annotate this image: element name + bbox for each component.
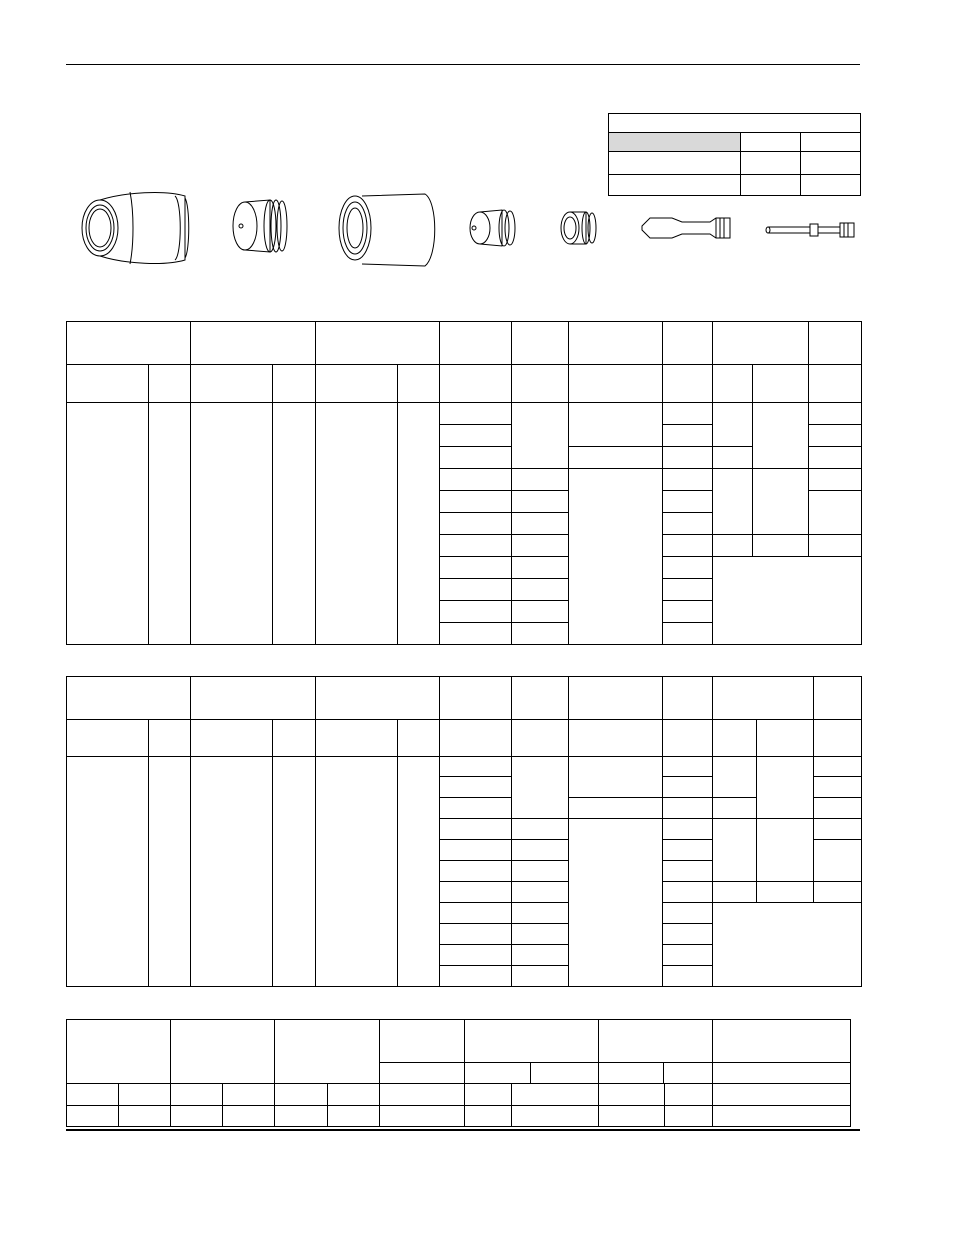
header-cell	[171, 1020, 275, 1084]
header-cell	[512, 677, 569, 720]
water-tube-icon	[766, 223, 854, 237]
bottom-table-divider	[663, 1062, 664, 1083]
table-cell	[440, 403, 512, 425]
header-cell	[713, 1020, 851, 1063]
legend-cell	[609, 152, 741, 175]
header-cell	[814, 677, 862, 720]
header-cell	[569, 322, 663, 365]
header-cell	[316, 322, 440, 365]
header-cell	[191, 677, 316, 720]
process-table-1	[66, 321, 862, 645]
header-cell	[67, 677, 191, 720]
header-cell	[465, 1020, 599, 1084]
electrode-icon	[642, 218, 730, 238]
retaining-cap-icon	[339, 194, 435, 266]
header-cell	[275, 1020, 380, 1084]
header-cell	[569, 677, 663, 720]
header-cell	[512, 322, 569, 365]
swirl-ring-icon	[561, 212, 596, 244]
bottom-table-divider	[463, 1062, 597, 1063]
legend-header-cell	[609, 133, 741, 152]
legend-title-cell	[609, 114, 861, 133]
bottom-table-divider	[597, 1062, 712, 1063]
nozzle-icon	[470, 210, 515, 246]
bottom-table-divider	[530, 1062, 531, 1083]
header-cell	[713, 677, 814, 720]
footer-rule	[66, 1129, 860, 1131]
bottom-table	[66, 1019, 851, 1127]
header-cell	[191, 322, 316, 365]
header-cell	[663, 677, 713, 720]
shield-cap-icon	[233, 200, 287, 252]
header-rule	[66, 64, 860, 65]
header-cell	[809, 322, 862, 365]
header-cell	[316, 677, 440, 720]
header-cell	[67, 322, 191, 365]
process-table-2	[66, 676, 862, 987]
header-cell	[440, 322, 512, 365]
header-cell	[713, 322, 809, 365]
shield-icon	[82, 192, 189, 264]
header-cell	[663, 322, 713, 365]
table-cell	[440, 757, 512, 777]
header-cell	[599, 1020, 713, 1084]
header-cell	[440, 677, 512, 720]
header-cell	[380, 1020, 465, 1063]
header-cell	[67, 1020, 171, 1084]
consumable-parts-illustration	[70, 182, 870, 282]
